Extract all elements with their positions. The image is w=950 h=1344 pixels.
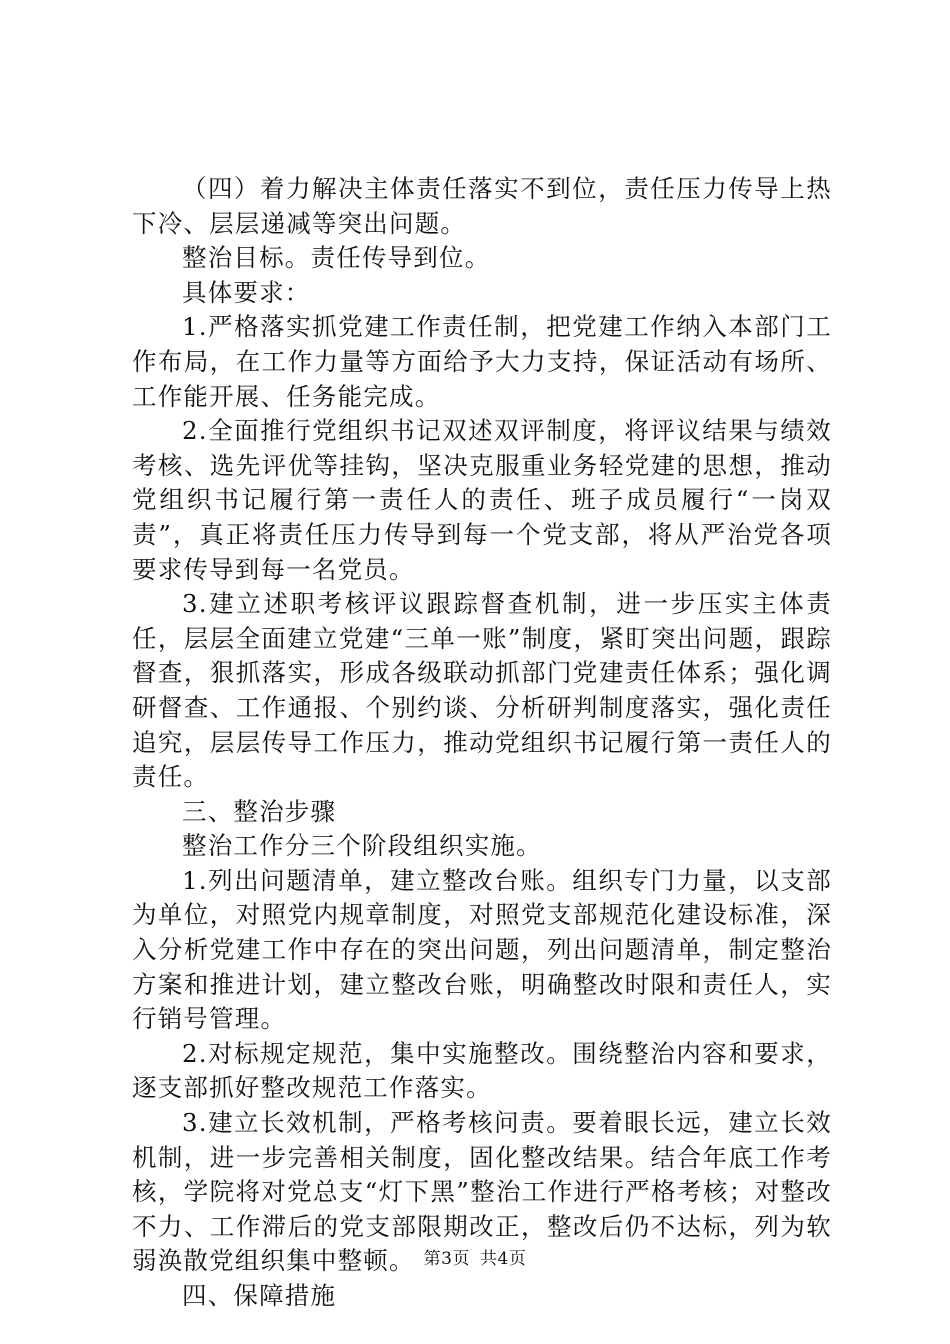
paragraph-safeguards-heading: 四、保障措施 xyxy=(182,1281,337,1310)
paragraph-steps-heading: 三、整治步骤 xyxy=(182,796,337,826)
paragraph-step-2: 2.对标规定规范，集中实施整改。围绕整治内容和要求，逐支部抓好整改规范工作落实。 xyxy=(132,1038,832,1103)
paragraph-requirement-3: 3.建立述职考核评议跟踪督查机制，进一步压实主体责任，层层全面建立党建“三单一账”制度，紧盯突出问题，跟踪督查，狠抓落实，形成各级联动抓部门党建责任体系；强化调研督查、工作通报、个别约谈、分析研判制度落实，强化责任追究，层层传导工作压力，推动党组织书记履行第一责任人的责任。 xyxy=(132,589,832,792)
paragraph-requirements-heading: 具体要求： xyxy=(182,277,311,307)
paragraph-section-four-heading: （四）着力解决主体责任落实不到位，责任压力传导上热下冷、层层递减等突出问题。 xyxy=(132,174,832,238)
paragraph-requirement-2: 2.全面推行党组织书记双述双评制度，将评议结果与绩效考核、选先评优等挂钩，坚决克服重业务轻党建的思想，推动党组织书记履行第一责任人的责任、班子成员履行“一岗双责”，真正将责任压力传导到每一个党支部，将从严治党各项要求传导到每一名党员。 xyxy=(132,416,832,584)
paragraph-step-1: 1.列出问题清单，建立整改台账。组织专门力量，以支部为单位，对照党内规章制度，对照党支部规范化建设标准，深入分析党建工作中存在的突出问题，列出问题清单，制定整治方案和推进计划，建立整改台账，明确整改时限和责任人，实行销号管理。 xyxy=(132,865,832,1034)
paragraph-steps-intro: 整治工作分三个阶段组织实施。 xyxy=(182,831,542,861)
paragraph-step-3: 3.建立长效机制，严格考核问责。要着眼长远，建立长效机制，进一步完善相关制度，固化整改结果。结合年底工作考核，学院将对党总支“灯下黑”整治工作进行严格考核；对整改不力、工作滞后的党支部限期改正，整改后仍不达标，列为软弱涣散党组织集中整顿。 xyxy=(132,1108,832,1276)
page-footer xyxy=(0,1244,950,1269)
paragraph-goal: 整治目标。责任传导到位。 xyxy=(182,243,491,273)
document-body xyxy=(132,172,832,1314)
page-number: 第3页 xyxy=(423,1249,470,1269)
page-total: 共4页 xyxy=(480,1249,527,1269)
paragraph-requirement-1: 1.严格落实抓党建工作责任制，把党建工作纳入本部门工作布局，在工作力量等方面给予大力支持，保证活动有场所、工作能开展、任务能完成。 xyxy=(132,312,832,411)
